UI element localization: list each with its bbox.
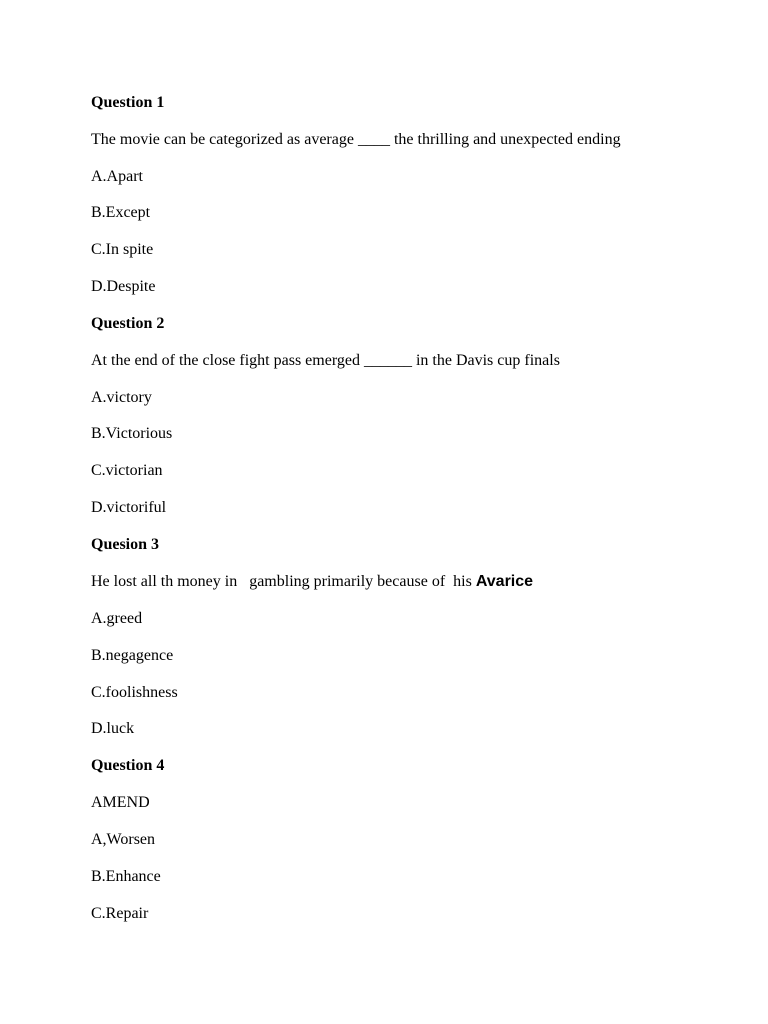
question-1-option-c: C.In spite bbox=[91, 241, 154, 258]
question-1-option-a: A.Apart bbox=[91, 168, 143, 185]
question-4-option-a: A,Worsen bbox=[91, 831, 156, 848]
question-1-prompt: The movie can be categorized as average ____ the thrilling and unexpected ending bbox=[91, 131, 621, 148]
question-3-option-b: B.negagence bbox=[91, 647, 174, 664]
question-2-option-c: C.victorian bbox=[91, 462, 163, 479]
question-1-option-d: D.Despite bbox=[91, 278, 156, 295]
question-2-prompt: At the end of the close fight pass emerged ______ in the Davis cup finals bbox=[91, 352, 560, 369]
question-3-prompt-line bbox=[91, 572, 533, 592]
question-2-heading: Question 2 bbox=[91, 315, 165, 332]
question-4-prompt: AMEND bbox=[91, 794, 150, 811]
question-2-option-b: B.Victorious bbox=[91, 425, 173, 442]
question-2-option-d: D.victoriful bbox=[91, 499, 167, 516]
question-3-prompt: He lost all th money in gambling primarily because of his bbox=[91, 573, 476, 590]
question-3-heading: Quesion 3 bbox=[91, 536, 160, 553]
question-2-option-a: A.victory bbox=[91, 389, 152, 406]
question-3-keyword: Avarice bbox=[475, 573, 534, 590]
question-4-option-c: C.Repair bbox=[91, 905, 149, 922]
question-3-option-a: A.greed bbox=[91, 610, 143, 627]
question-1-heading: Question 1 bbox=[91, 94, 165, 111]
question-4-option-b: B.Enhance bbox=[91, 868, 161, 885]
question-3-option-d: D.luck bbox=[91, 720, 135, 737]
question-1-option-b: B.Except bbox=[91, 204, 151, 221]
question-4-heading: Question 4 bbox=[91, 757, 165, 774]
question-3-option-c: C.foolishness bbox=[91, 684, 178, 701]
